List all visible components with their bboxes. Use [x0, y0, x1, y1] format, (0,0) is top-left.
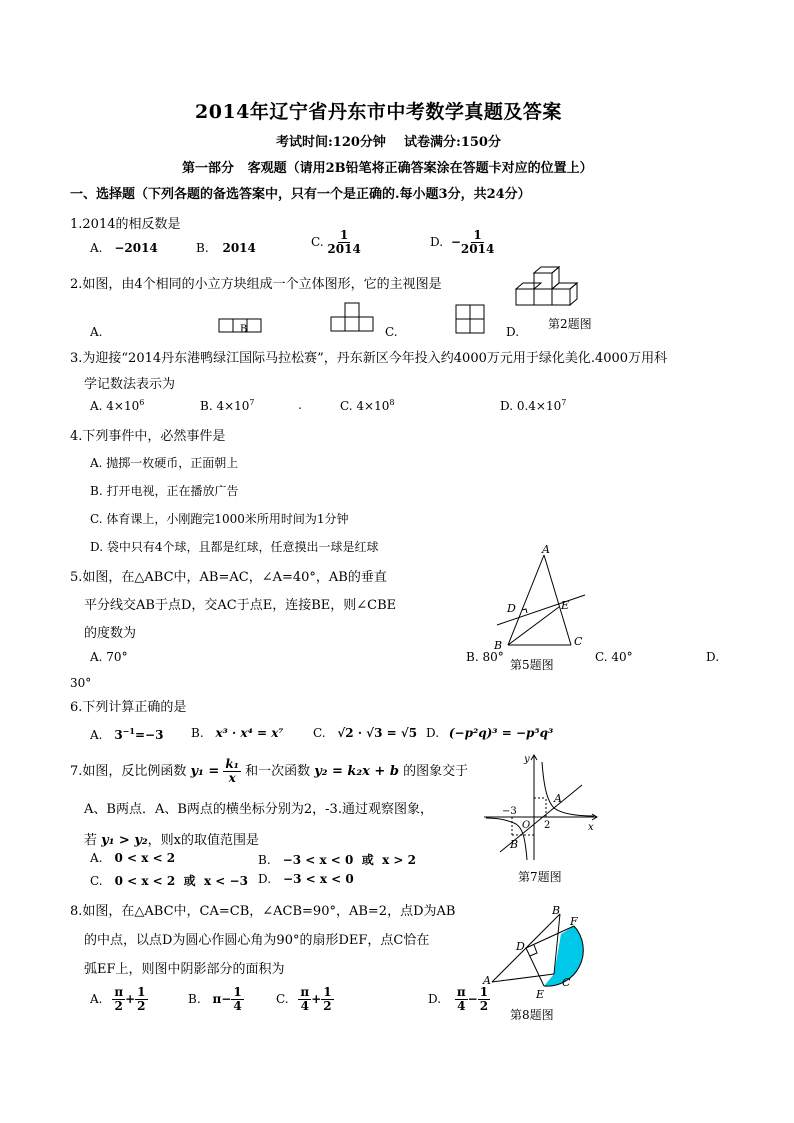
q8-c-d2: 2: [323, 999, 332, 1013]
q4-option-a: A. 抛掷一枚硬币，正面朝上: [90, 456, 239, 470]
q1-c-num: 1: [339, 228, 349, 242]
q8-d-d1: 4: [457, 999, 466, 1013]
q1-d-den: 2014: [460, 242, 495, 256]
q7-label-neg3: −3: [502, 806, 517, 817]
q1-d-fraction: [461, 229, 494, 256]
q6-d-label: D.: [426, 726, 440, 740]
q7-line1: [70, 758, 468, 785]
q7-caption: 第7题图: [518, 870, 562, 884]
q6-option-c: [313, 726, 417, 740]
q6-d-math: (−p²q)³ = −p⁵q³: [448, 726, 554, 740]
q8-d-label: D.: [428, 992, 442, 1006]
q7-line1-pre: 7.如图，反比例函数: [70, 764, 187, 779]
q8-a-frac1: [112, 986, 125, 1013]
q5-line1: 5.如图，在△ABC中，AB=AC，∠A=40°，AB的垂直: [70, 570, 387, 585]
q7-k1: k₁: [225, 757, 239, 771]
q3-option-c: [340, 398, 394, 413]
q1-d-label: D.: [430, 235, 444, 249]
q2-caption: 第2题图: [548, 317, 592, 331]
q3-b-exp: 7: [249, 398, 255, 407]
q7-label-o: O: [522, 820, 531, 831]
q7-graph-figure: [482, 750, 602, 865]
q7-line1-post: 的图象交于: [403, 764, 469, 779]
q8-d-op: −: [467, 992, 478, 1006]
q3-option-d: [500, 398, 566, 413]
q7-k1-over-x: [223, 758, 241, 785]
q4-option-c: C. 体育课上，小刚跑完1000米所用时间为1分钟: [90, 512, 349, 526]
q7-option-d: [258, 872, 354, 886]
q7-d-math: −3 < x < 0: [283, 872, 354, 886]
q8-option-d: [428, 986, 490, 1013]
q8-a-d2: 2: [137, 999, 146, 1013]
q8-label-c: C: [562, 976, 571, 989]
q5-option-a: A. 70°: [90, 650, 128, 664]
q3-a-exp: 6: [139, 398, 145, 407]
q7-label-b: B: [510, 838, 519, 851]
q7-condition: y₁ > y₂: [101, 833, 148, 848]
q3-d-exp: 7: [561, 398, 567, 407]
q8-b-op: −: [221, 992, 232, 1006]
q8-b-d: 4: [233, 999, 242, 1013]
q5-label-c: C: [574, 635, 583, 648]
q6-a-label: A.: [90, 728, 103, 742]
q5-label-d: D: [507, 602, 516, 615]
q8-a-frac2: [135, 986, 147, 1013]
q1-option-c: [311, 229, 361, 256]
q6-option-a: [90, 726, 163, 742]
q5-label-a: A: [542, 543, 550, 556]
section-heading: 一、选择题（下列各题的备选答案中，只有一个是正确的.每小题3分，共24分）: [70, 187, 531, 202]
q3-dot: .: [298, 398, 302, 412]
q2-option-a: A.: [90, 325, 103, 339]
q8-c-n2: 1: [323, 985, 332, 999]
q1-c-den: 2014: [327, 242, 361, 256]
q1-option-d: [430, 229, 494, 256]
q7-label-y: y: [524, 754, 530, 765]
q8-label-e: E: [536, 988, 545, 1001]
q1-d-num: 1: [473, 228, 482, 242]
q8-a-label: A.: [90, 992, 103, 1006]
q1-d-sign: −: [450, 235, 461, 249]
q1-a-label: A.: [90, 241, 103, 255]
q8-c-frac1: [298, 986, 311, 1013]
q3-option-a: [90, 398, 144, 413]
q5-option-c: C. 40°: [595, 650, 633, 664]
q7-line1-mid: 和一次函数: [245, 764, 311, 779]
q8-d-n2: 1: [479, 985, 489, 999]
q3-a-text: A. 4×10: [90, 399, 140, 413]
q7-option-b: [258, 851, 416, 868]
q8-option-b: [188, 986, 244, 1013]
q8-option-a: [90, 986, 148, 1013]
q8-label-f: F: [570, 915, 578, 928]
q8-a-d1: 2: [114, 999, 123, 1013]
q3-stem-line2: 学记数法表示为: [84, 377, 176, 392]
q5-line3: 的度数为: [84, 626, 137, 641]
q8-d-frac1: [455, 986, 468, 1013]
q1-c-label: C.: [311, 235, 324, 249]
q6-c-label: C.: [313, 726, 326, 740]
q5-option-d: D.: [706, 650, 720, 664]
q7-d-label: D.: [258, 872, 272, 886]
q8-line3: 弧EF上，则图中阴影部分的面积为: [84, 962, 285, 977]
q1-option-b: [196, 241, 256, 255]
q8-caption: 第8题图: [510, 1008, 554, 1022]
q7-line2: A、B两点．A、B两点的横坐标分别为2，-3.通过观察图象，: [84, 802, 433, 817]
q8-c-frac2: [321, 986, 333, 1013]
q8-a-n2: 1: [137, 985, 146, 999]
q8-c-d1: 4: [300, 999, 309, 1013]
q8-line1: 8.如图，在△ABC中，CA=CB，∠ACB=90°，AB=2，点D为AB: [70, 904, 456, 919]
q8-label-a: A: [483, 974, 491, 987]
q2-option-c-figure: [330, 302, 378, 334]
q7-b-math: −3 < x < 0 或 x > 2: [282, 853, 416, 867]
q3-b-text: B. 4×10: [200, 399, 250, 413]
q8-b-pi: π: [212, 992, 222, 1006]
q7-c-label: C.: [90, 874, 103, 888]
q5-option-b: B. 80°: [466, 650, 504, 664]
q7-line3-pre: 若: [84, 833, 98, 848]
q6-b-math: x³ · x⁴ = x⁷: [215, 726, 284, 740]
q6-a-exp: −1: [122, 726, 135, 736]
q7-line3-post: ，则x的取值范围是: [147, 833, 259, 848]
q3-c-text: C. 4×10: [340, 399, 390, 413]
q2-option-d-figure: [455, 304, 489, 336]
q8-d-n1: π: [456, 985, 466, 999]
q1-stem: 1.2014的相反数是: [70, 217, 181, 232]
q7-line3: [84, 829, 259, 848]
q3-d-text: D. 0.4×10: [500, 399, 562, 413]
q7-option-c: [90, 872, 248, 889]
q3-stem-line1: 3.为迎接“2014丹东港鸭绿江国际马拉松赛”，丹东新区今年投入约4000万元用于绿化美化.4000万用科: [70, 351, 668, 366]
q2-option-c: C.: [385, 325, 398, 339]
q8-c-n1: π: [300, 985, 310, 999]
q2-stem: 2.如图，由4个相同的小立方块组成一个立体图形，它的主视图是: [70, 277, 442, 292]
q5-line2: 平分线交AB于点D，交AC于点E，连接BE，则∠CBE: [84, 598, 397, 613]
q1-b-value: 2014: [222, 241, 256, 255]
q8-c-op: +: [311, 992, 322, 1006]
q7-a-math: 0 < x < 2: [114, 851, 176, 865]
q6-stem: 6.下列计算正确的是: [70, 700, 187, 715]
q8-a-n1: π: [114, 985, 124, 999]
q8-b-frac: [231, 986, 243, 1013]
q7-label-2: 2: [544, 820, 551, 831]
q7-b-label: B.: [258, 853, 271, 867]
q1-c-fraction: [327, 229, 360, 256]
q5-label-b: B: [494, 639, 503, 652]
q3-c-exp: 8: [389, 398, 395, 407]
q8-label-d: D: [516, 940, 525, 953]
q8-a-op: +: [125, 992, 136, 1006]
q8-d-d2: 2: [479, 999, 489, 1013]
q8-b-n: 1: [233, 985, 242, 999]
q5-label-e: E: [561, 599, 570, 612]
q7-label-x: x: [588, 822, 594, 833]
q3-option-b: [200, 398, 255, 413]
q7-y1: y₁ =: [190, 764, 220, 779]
q4-option-d: D. 袋中只有4个球，且都是红球，任意摸出一球是红球: [90, 540, 379, 554]
q1-a-value: −2014: [114, 241, 158, 255]
q7-x: x: [228, 771, 236, 785]
q7-label-a: A: [554, 792, 562, 805]
q7-option-a: [90, 851, 175, 865]
q1-option-a: [90, 241, 158, 255]
q6-option-b: [191, 726, 284, 740]
q4-stem: 4.下列事件中，必然事件是: [70, 429, 226, 444]
q7-c-math: 0 < x < 2 或 x < −3: [114, 874, 248, 888]
page-title: 2014年辽宁省丹东市中考数学真题及答案: [195, 101, 562, 123]
q2-option-d: D.: [506, 325, 520, 339]
q8-b-label: B.: [188, 992, 201, 1006]
q5-triangle-figure: [490, 540, 600, 655]
q7-y2: y₂ = k₂x + b: [314, 764, 399, 779]
q1-b-label: B.: [196, 241, 209, 255]
q5-caption: 第5题图: [510, 658, 554, 672]
q5-option-d-wrap: 30°: [70, 676, 92, 690]
q8-c-label: C.: [276, 992, 289, 1006]
q6-a-base: 3: [114, 728, 123, 742]
q2-3d-figure: [510, 265, 580, 310]
q8-d-frac2: [478, 986, 490, 1013]
q4-option-b: B. 打开电视，正在播放广告: [90, 484, 239, 498]
exam-info: 考试时间:120分钟 试卷满分:150分: [276, 135, 501, 150]
q7-a-label: A.: [90, 851, 103, 865]
q6-option-d: [426, 726, 553, 740]
q6-b-label: B.: [191, 726, 204, 740]
q2-b-label: B: [240, 324, 248, 335]
q8-line2: 的中点，以点D为圆心作圆心角为90°的扇形DEF，点C恰在: [84, 933, 430, 948]
part-heading: 第一部分 客观题（请用2B铅笔将正确答案涂在答题卡对应的位置上）: [182, 161, 593, 176]
q8-option-c: [276, 986, 334, 1013]
q6-a-rest: =−3: [134, 728, 164, 742]
q8-sector-figure: [480, 900, 590, 1010]
q8-label-b: B: [552, 904, 561, 917]
q6-c-math: √2 · √3 = √5: [337, 726, 418, 740]
